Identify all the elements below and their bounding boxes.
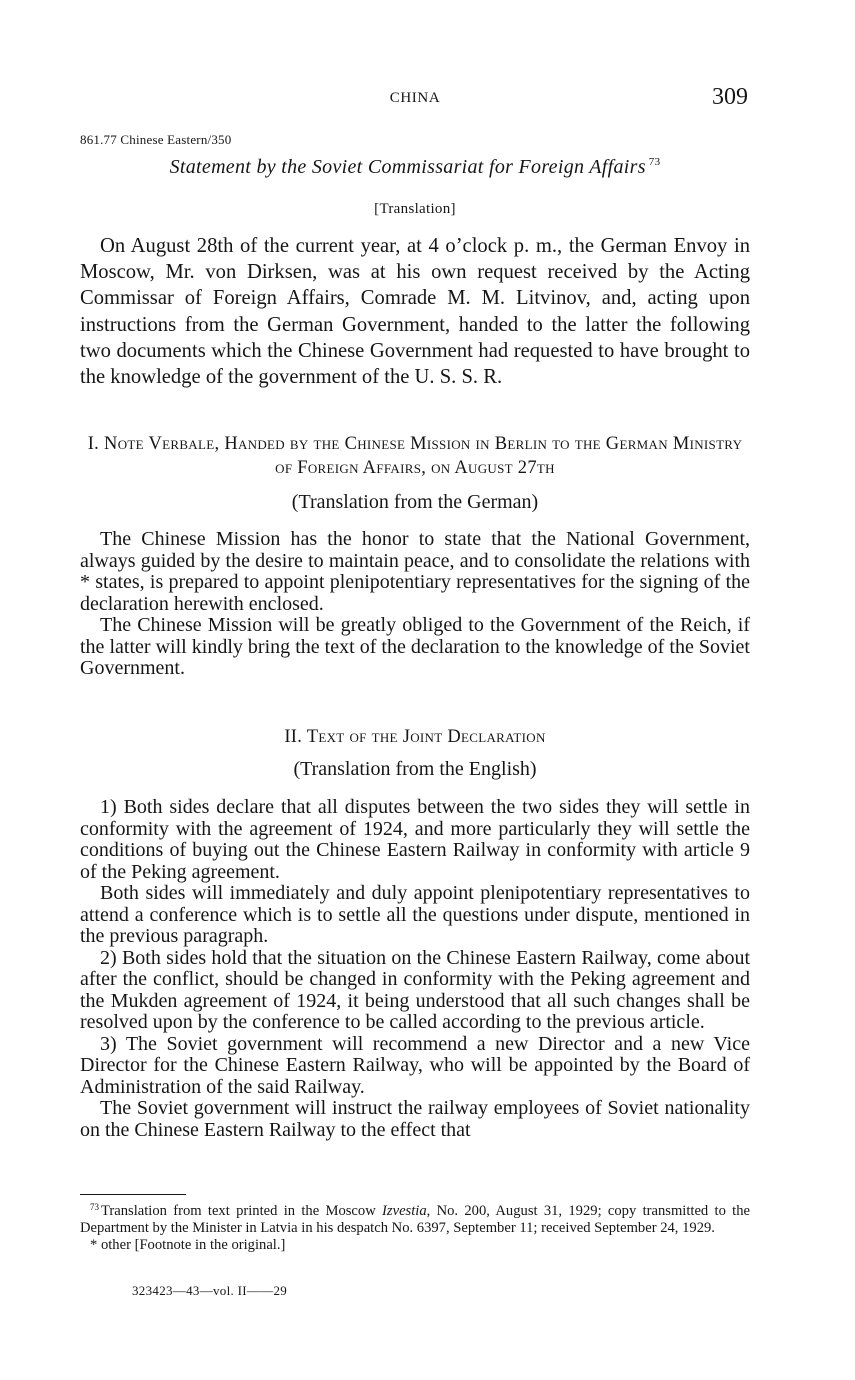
- translation-label: [Translation]: [374, 201, 456, 217]
- document-title-text: Statement by the Soviet Commissariat for Foreign Affairs: [169, 156, 646, 178]
- paragraph: Both sides will immediately and duly appoint plenipotentiary representatives to attend a conference which is to settle all the questions under dispute, mentioned in the previous paragraph.: [80, 882, 750, 947]
- printer-imprint: 323423—43—vol. II——29: [132, 1283, 288, 1298]
- file-reference: 861.77 Chinese Eastern/350: [80, 132, 232, 147]
- section-heading-note-verbale: I. Note Verbale, Handed by the Chinese Mission in Berlin to the German Ministry of Foreign Affairs, on August 27th: [87, 434, 743, 478]
- intro-paragraph: On August 28th of the current year, at 4 o’clock p. m., the German Envoy in Moscow, Mr. von Dirksen, was at his own request received by the Acting Commissar of Foreign Affairs, Comrade M. M. Litvinov, and, acting upon instructions from the German Government, handed to the latter the following two documents which the Chinese Government had requested to have brought to the knowledge of the government of the U. S. S. R.: [80, 235, 750, 389]
- footnote-text: , No. 200, August 31, 1929; copy transmitted to the Department by the Minister in Latvia in his despatch No. 6397, September 11; received September 24, 1929.: [80, 1203, 750, 1237]
- section-subheading-english: (Translation from the English): [293, 758, 537, 780]
- note-verbale-body: [80, 529, 750, 680]
- paragraph: The Chinese Mission will be greatly obliged to the Government of the Reich, if the latter will kindly bring the text of the declaration to the knowledge of the Soviet Government.: [80, 614, 750, 679]
- page-number: 309: [712, 84, 748, 110]
- paragraph: 3) The Soviet government will recommend a new Director and a new Vice Director for the Chinese Eastern Railway, who will be appointed by the Board of Administration of the said Railway.: [80, 1032, 750, 1098]
- running-head: [80, 86, 750, 112]
- paragraph: 2) Both sides hold that the situation on the Chinese Eastern Railway, come about after the conflict, should be changed in conformity with the Peking agreement and the Mukden agreement of 1924, it being understood that all such changes shall be resolved upon by the conference to be called according to the previous article.: [80, 946, 750, 1033]
- paragraph: The Soviet government will instruct the railway employees of Soviet nationality on the Chinese Eastern Railway to the effect that: [80, 1097, 750, 1141]
- joint-declaration-body: [80, 797, 750, 1141]
- section-subheading-german: (Translation from the German): [291, 491, 539, 513]
- running-title: CHINA: [389, 90, 441, 106]
- paragraph: The Chinese Mission has the honor to state that the National Government, always guided by the desire to maintain peace, and to consolidate the relations with * states, is prepared to appoint plenipotentiary representatives for the signing of the declaration herewith enclosed.: [80, 528, 750, 615]
- footnote-divider: [80, 1194, 186, 1195]
- footnote-number: 73: [90, 1202, 99, 1212]
- footnote-text: Translation from text printed in the Moscow: [101, 1203, 383, 1219]
- paragraph: 1) Both sides declare that all disputes between the two sides they will settle in conformity with the agreement of 1924, and more particularly they will settle the conditions of buying out the Chinese Eastern Railway in conformity with article 9 of the Peking agreement.: [80, 796, 750, 883]
- footnote-source-title: Izvestia: [382, 1203, 427, 1219]
- document-title: [80, 156, 750, 179]
- section-heading-joint-declaration: II. Text of the Joint Declaration: [284, 727, 546, 747]
- footnote-star: * other [Footnote in the original.]: [90, 1237, 286, 1254]
- footnotes: [80, 1199, 750, 1255]
- footnote-marker: 73: [648, 156, 661, 168]
- footnote-73: [80, 1199, 750, 1237]
